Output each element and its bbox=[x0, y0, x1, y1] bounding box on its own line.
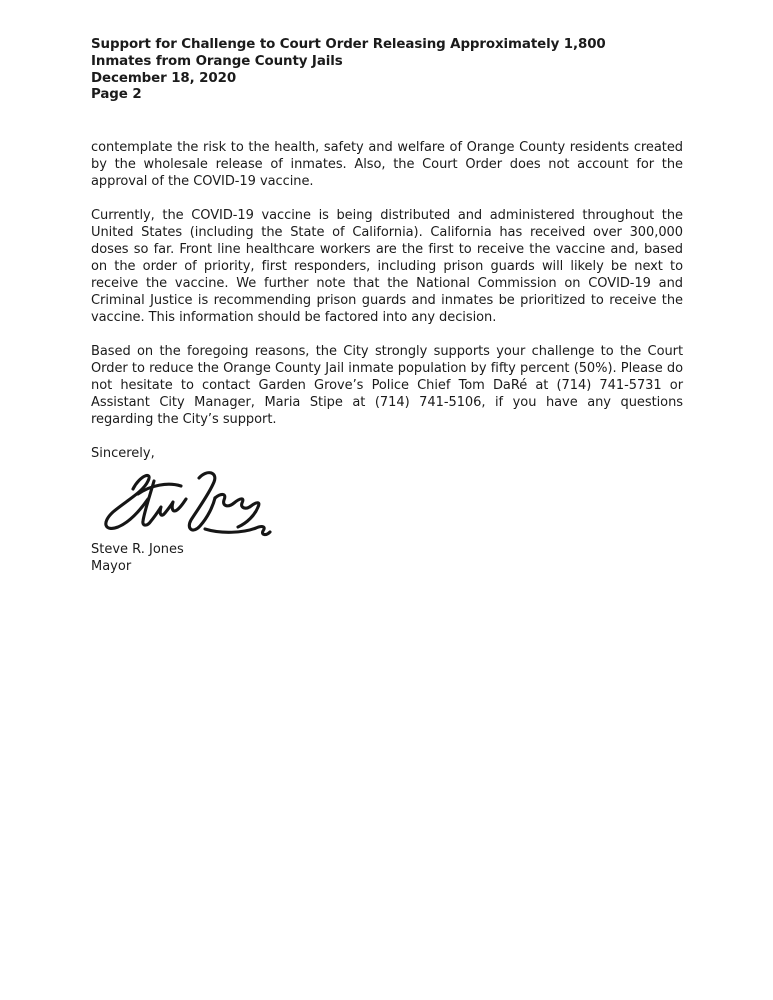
letter-closing bbox=[91, 445, 683, 575]
paragraph-1: contemplate the risk to the health, safety and welfare of Orange County residents created by the wholesale release of inmates. Also, the Court Order does not account for the approval of the COVID-19 vaccine. bbox=[91, 140, 683, 190]
subject-line-2: Inmates from Orange County Jails bbox=[91, 53, 343, 69]
letter-header bbox=[91, 37, 683, 104]
letter-body bbox=[91, 139, 683, 428]
subject-line-1: Support for Challenge to Court Order Releasing Approximately 1,800 bbox=[91, 37, 606, 52]
letter-content bbox=[91, 37, 683, 575]
signer-name: Steve R. Jones bbox=[91, 542, 184, 558]
signature-block bbox=[91, 541, 683, 575]
valediction: Sincerely, bbox=[91, 446, 155, 462]
page-number: Page 2 bbox=[91, 87, 142, 103]
paragraph-3: Based on the foregoing reasons, the City strongly supports your challenge to the Court Order to reduce the Orange County Jail inmate population by fifty percent (50%). Please do not hesitate to contact Garden Grove’s Police Chief Tom DaRé at (714) 741-5731 or Assistant City Manager, Maria Stipe at (714) 741-5106, if you have any questions regarding the City’s support. bbox=[91, 344, 683, 428]
handwritten-signature-image bbox=[93, 465, 279, 541]
paragraph-2: Currently, the COVID-19 vaccine is being distributed and administered throughout the United States (including the State of California). California has received over 300,000 doses so far. Front line healthcare workers are the first to receive the vaccine and, based on the order of priority, first responders, including prison guards will likely be next to receive the vaccine. We further note that the National Commission on COVID-19 and Criminal Justice is recommending prison guards and inmates be prioritized to receive the vaccine. This information should be factored into any decision. bbox=[91, 208, 683, 326]
letter-date: December 18, 2020 bbox=[91, 70, 237, 86]
signer-title: Mayor bbox=[91, 559, 132, 575]
